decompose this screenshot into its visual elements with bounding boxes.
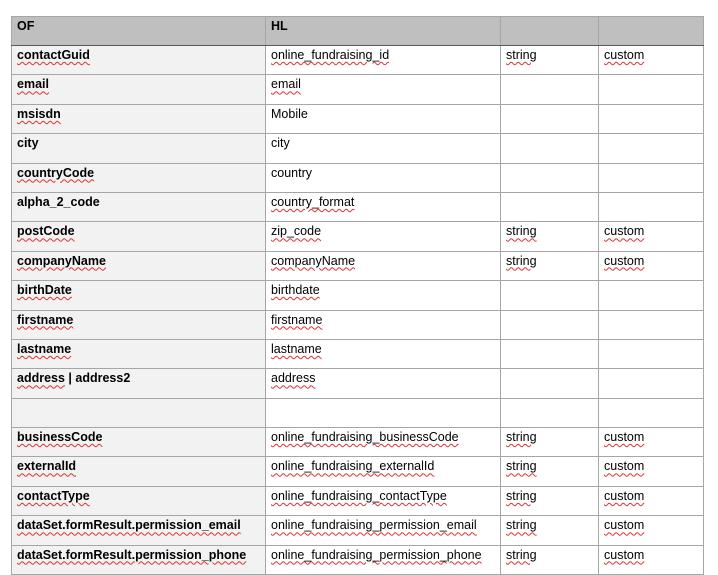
table-header xyxy=(12,17,704,46)
table-row xyxy=(12,222,704,251)
table-row xyxy=(12,428,704,457)
cell-hl: lastname xyxy=(266,339,501,368)
cell-kind xyxy=(599,75,704,104)
field-mapping-table xyxy=(11,16,704,575)
cell-kind xyxy=(599,104,704,133)
cell-kind xyxy=(599,281,704,310)
cell-of: dataSet.formResult.permission_phone xyxy=(12,545,266,574)
cell-of xyxy=(12,398,266,427)
cell-kind xyxy=(599,369,704,398)
cell-of: address | address2 xyxy=(12,369,266,398)
table-row xyxy=(12,457,704,486)
cell-kind: custom xyxy=(599,545,704,574)
table-row xyxy=(12,339,704,368)
header-hl: HL xyxy=(266,17,501,46)
cell-kind: custom xyxy=(599,46,704,75)
cell-of: msisdn xyxy=(12,104,266,133)
cell-of: businessCode xyxy=(12,428,266,457)
cell-type: string xyxy=(501,46,599,75)
cell-type xyxy=(501,310,599,339)
cell-kind xyxy=(599,163,704,192)
cell-hl: online_fundraising_permission_phone xyxy=(266,545,501,574)
cell-type xyxy=(501,339,599,368)
cell-type xyxy=(501,104,599,133)
cell-of: alpha_2_code xyxy=(12,192,266,221)
cell-type xyxy=(501,398,599,427)
cell-hl: address xyxy=(266,369,501,398)
cell-kind: custom xyxy=(599,457,704,486)
cell-hl: online_fundraising_permission_email xyxy=(266,516,501,545)
cell-of: countryCode xyxy=(12,163,266,192)
cell-kind xyxy=(599,134,704,163)
cell-kind: custom xyxy=(599,428,704,457)
cell-type xyxy=(501,134,599,163)
table-body xyxy=(12,46,704,575)
table-row xyxy=(12,104,704,133)
cell-kind xyxy=(599,339,704,368)
cell-kind: custom xyxy=(599,251,704,280)
header-type xyxy=(501,17,599,46)
cell-of: contactGuid xyxy=(12,46,266,75)
cell-type xyxy=(501,281,599,310)
table-row xyxy=(12,251,704,280)
table-row xyxy=(12,134,704,163)
table-row xyxy=(12,545,704,574)
cell-hl: online_fundraising_id xyxy=(266,46,501,75)
cell-hl: online_fundraising_externalId xyxy=(266,457,501,486)
cell-type: string xyxy=(501,486,599,515)
cell-kind xyxy=(599,310,704,339)
cell-hl: city xyxy=(266,134,501,163)
table-row xyxy=(12,163,704,192)
cell-hl: companyName xyxy=(266,251,501,280)
cell-hl: birthdate xyxy=(266,281,501,310)
cell-type: string xyxy=(501,545,599,574)
cell-type: string xyxy=(501,457,599,486)
table-row xyxy=(12,486,704,515)
cell-type xyxy=(501,192,599,221)
cell-of: postCode xyxy=(12,222,266,251)
table-row xyxy=(12,516,704,545)
cell-of: dataSet.formResult.permission_email xyxy=(12,516,266,545)
table-row xyxy=(12,75,704,104)
cell-type: string xyxy=(501,222,599,251)
cell-of: city xyxy=(12,134,266,163)
cell-kind: custom xyxy=(599,222,704,251)
cell-hl: Mobile xyxy=(266,104,501,133)
cell-hl: firstname xyxy=(266,310,501,339)
cell-type xyxy=(501,369,599,398)
cell-hl xyxy=(266,398,501,427)
header-row xyxy=(12,17,704,46)
cell-type: string xyxy=(501,251,599,280)
cell-hl: online_fundraising_businessCode xyxy=(266,428,501,457)
cell-hl: online_fundraising_contactType xyxy=(266,486,501,515)
cell-hl: email xyxy=(266,75,501,104)
cell-hl: country_format xyxy=(266,192,501,221)
cell-kind xyxy=(599,192,704,221)
cell-kind xyxy=(599,398,704,427)
cell-of: contactType xyxy=(12,486,266,515)
header-of: OF xyxy=(12,17,266,46)
cell-type xyxy=(501,75,599,104)
table-row xyxy=(12,398,704,427)
cell-kind: custom xyxy=(599,486,704,515)
table-row xyxy=(12,192,704,221)
cell-of: externalId xyxy=(12,457,266,486)
cell-of: firstname xyxy=(12,310,266,339)
cell-hl: country xyxy=(266,163,501,192)
cell-of: companyName xyxy=(12,251,266,280)
cell-type: string xyxy=(501,428,599,457)
table-row xyxy=(12,46,704,75)
cell-hl: zip_code xyxy=(266,222,501,251)
cell-type xyxy=(501,163,599,192)
cell-of: email xyxy=(12,75,266,104)
table-row xyxy=(12,369,704,398)
table-row xyxy=(12,310,704,339)
cell-of: birthDate xyxy=(12,281,266,310)
cell-of: lastname xyxy=(12,339,266,368)
header-kind xyxy=(599,17,704,46)
cell-type: string xyxy=(501,516,599,545)
cell-kind: custom xyxy=(599,516,704,545)
table-row xyxy=(12,281,704,310)
